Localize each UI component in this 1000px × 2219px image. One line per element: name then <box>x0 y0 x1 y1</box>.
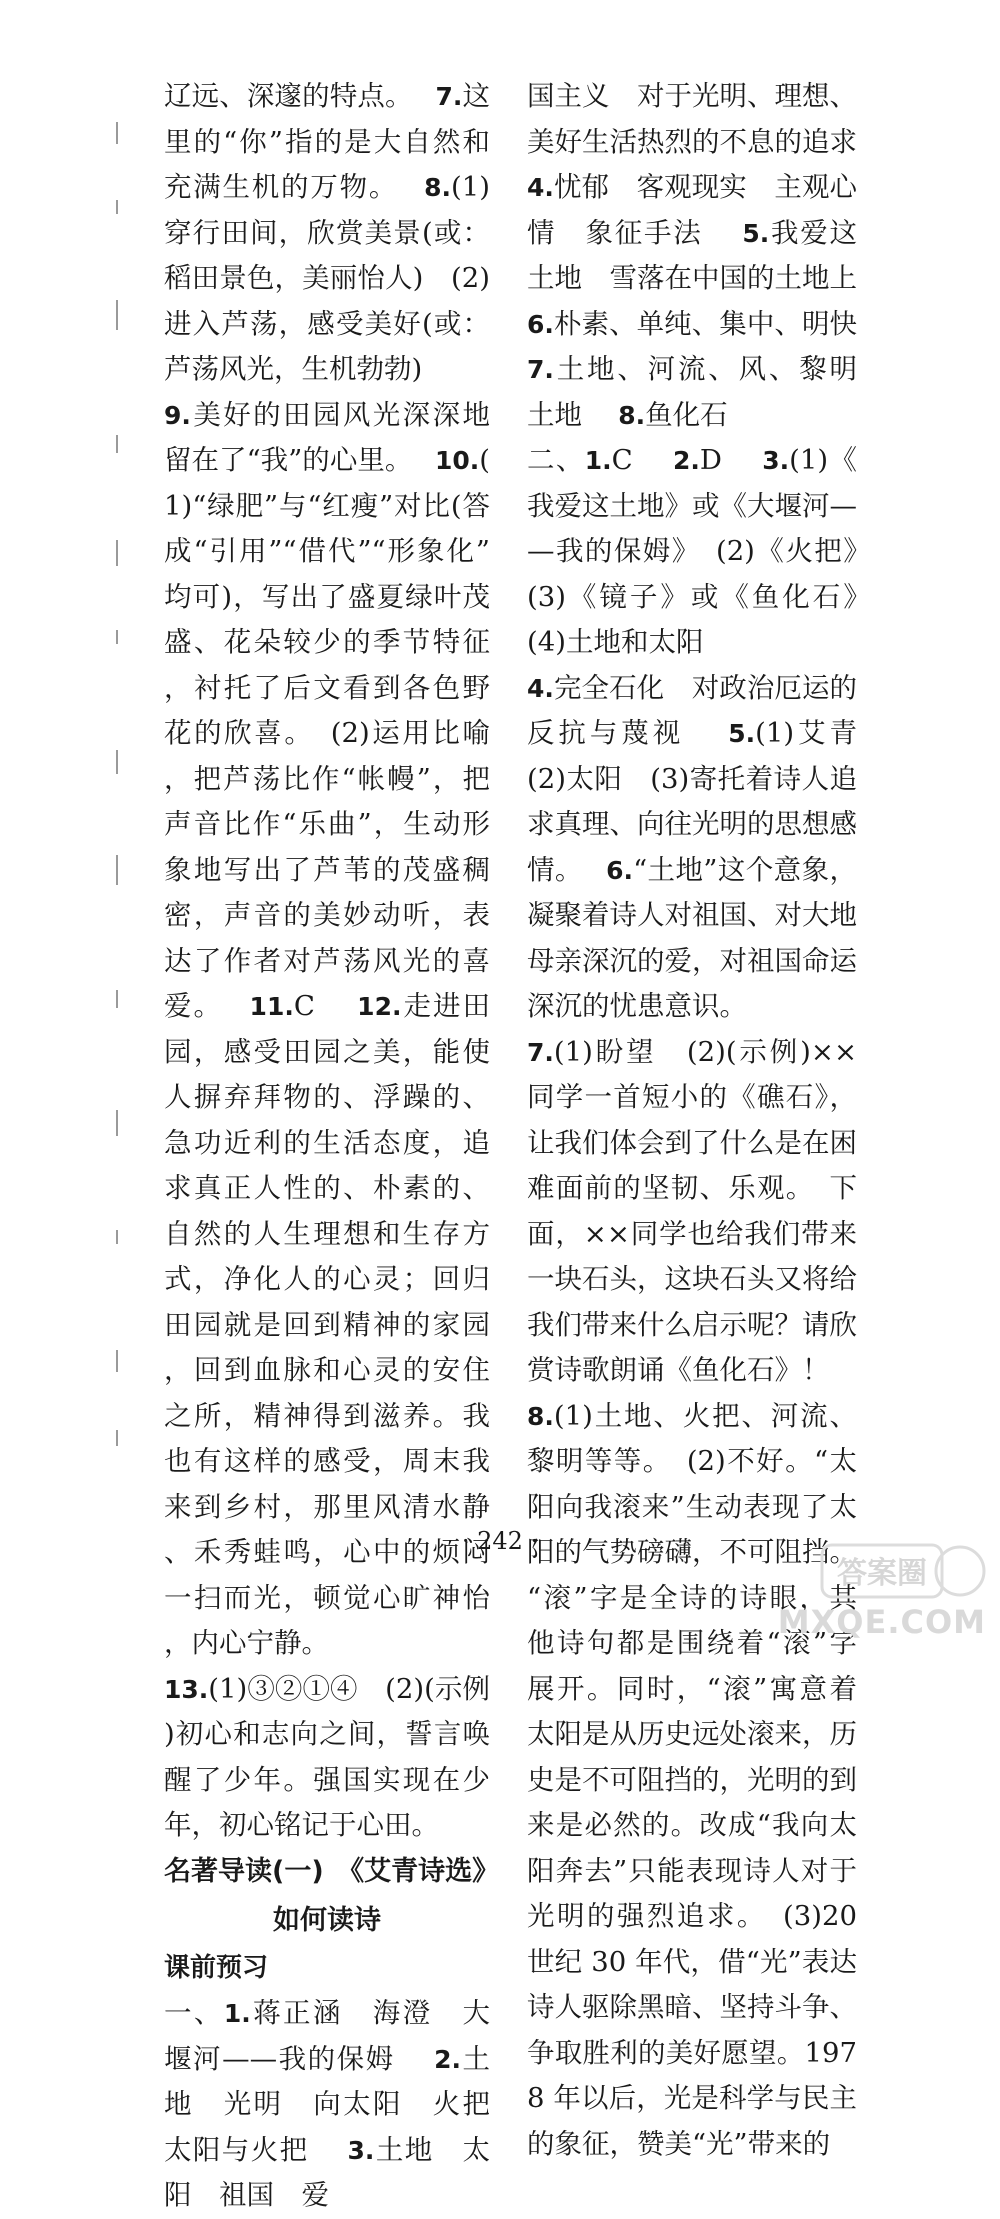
answer-paragraph <box>164 1991 518 2219</box>
section-heading: 名著导读(一) 《艾青诗选》 <box>164 1855 500 1887</box>
answer-text: 土地 太阳 祖国 爱 <box>164 2133 491 2211</box>
question-number: 7. <box>527 355 554 384</box>
answer-text: “土地”这个意象，凝聚着诗人对祖国、对大地母亲深沉的爱，对祖国命运深沉的忧患意识。 <box>527 853 857 1022</box>
answer-paragraph <box>164 74 490 393</box>
answer-paragraph <box>527 74 885 438</box>
answer-text: (1)穿行田间，欣赏美景(或：稻田景色，美丽怡人) (2)进入芦荡，感受美好(或：芦荡风光，生机勃勃) <box>164 171 491 385</box>
subsection-heading: 课前预习 <box>164 1952 269 1983</box>
question-number: 5. <box>728 719 756 748</box>
answer-paragraph <box>527 666 885 1030</box>
answer-text: (1)《我爱这土地》或《大堰河——我的保姆》 (2)《火把》 (3)《镜子》或《鱼化石》 (4)土地和太阳 <box>527 444 885 658</box>
page-number: · 242 · <box>461 1527 539 1555</box>
question-number: 5. <box>742 218 770 248</box>
question-number: 8. <box>618 400 646 430</box>
answer-text: (1)艾青 (2)太阳 (3)寄托着诗人追求真理、向往光明的思想感情。 <box>527 717 885 886</box>
part-prefix: 二、 <box>527 444 585 476</box>
question-number: 8. <box>527 1401 554 1431</box>
answer-text: 土地 光明 向太阳 火把 太阳与火把 <box>164 2042 518 2166</box>
question-number: 6. <box>527 309 554 339</box>
answer-text: 土地、河流、风、黎明 土地 <box>527 353 885 431</box>
question-number: 3. <box>762 446 790 475</box>
answer-text: 美好的田园风光深深地留在了“我”的心里。 <box>164 398 490 476</box>
answer-text: 蒋正涵 海澄 大堰河——我的保姆 <box>164 1997 491 2075</box>
answer-paragraph <box>164 393 490 1667</box>
question-number: 10. <box>434 446 480 475</box>
answer-paragraph <box>527 1394 857 2168</box>
question-number: 9. <box>164 400 191 430</box>
answer-text: 朴素、单纯、集中、明快 <box>553 307 857 340</box>
answer-text: 完全石化 对政治厄运的反抗与蔑视 <box>527 671 857 749</box>
answer-text: (1)土地、火把、河流、黎明等等。 (2)不好。“太阳向我滚来”生动表现了太阳的气势磅礴，不可阻挡。“滚”字是全诗的诗眼，其他诗句都是围绕着“滚”字展开。同时，“滚”寓意着太阳是从历史远处滚来，历史是不可阻挡的，光明的到来是必然的。改成“我向太阳奔去”只能表现诗人对于光明的强烈追求。 (3)20 世纪 30 年代，借“光”表达诗人驱除黑暗、坚持斗争、争取胜利的美好愿望。1978 年以后，光是科学与民主的象征，赞美“光”带来的 <box>527 1399 857 2160</box>
question-number: 1. <box>223 1999 251 2028</box>
question-number: 7. <box>435 82 463 111</box>
question-number: 2. <box>672 446 700 475</box>
answer-text: 这里的“你”指的是大自然和充满生机的万物。 <box>164 80 491 203</box>
answer-paragraph <box>527 438 885 666</box>
answer-text: D <box>699 444 722 476</box>
site-watermark <box>777 1531 1000 1651</box>
answer-text: C <box>293 990 315 1022</box>
question-number: 3. <box>347 2135 375 2165</box>
answer-text: C <box>611 444 633 476</box>
answer-text: 辽远、深邃的特点。 <box>164 80 399 112</box>
answer-paragraph <box>527 1030 857 1394</box>
answer-text: 鱼化石 <box>645 398 728 431</box>
answer-text: (1)“绿肥”与“红瘦”对比(答成“引用”“借代”“形象化”均可)，写出了盛夏绿叶茂盛、花朵较少的季节特征，衬托了后文看到各色野花的欣喜。 (2)运用比喻，把芦荡比作“帐幔”，把声音比作“乐曲”，生动形象地写出了芦苇的茂盛稠密，声音的美妙动听，表达了作者对芦荡风光的喜爱。 <box>164 444 490 1022</box>
part-prefix: 一、 <box>164 1997 224 2029</box>
answer-text: (1)盼望 (2)(示例)××同学一首短小的《礁石》，让我们体会到了什么是在困难面前的坚韧、乐观。 下面，××同学也给我们带来一块石头，这块石头又将给我们带来什么启示呢？请欣赏诗歌朗诵《鱼化石》！ <box>527 1035 857 1386</box>
question-number: 8. <box>424 173 452 202</box>
watermark-logo <box>820 1539 988 1603</box>
question-number: 4. <box>527 173 554 202</box>
answer-text: 走进田园，感受田园之美，能使人摒弃拜物的、浮躁的、急功近利的生活态度，追求真正人性的、朴素的、自然的人生理想和生存方式，净化人的心灵；回归田园就是回到精神的家园，回到血脉和心灵的安住之所，精神得到滋养。我也有这样的感受，周末我来到乡村，那里风清水静、禾秀蛙鸣，心中的烦闷一扫而光，顿觉心旷神怡，内心宁静。 <box>164 990 491 1659</box>
question-number: 12. <box>357 992 402 1021</box>
binding-marks <box>108 110 128 1530</box>
answer-text: 忧郁 客观现实 主观心情 象征手法 <box>527 171 857 249</box>
question-number: 11. <box>249 992 294 1021</box>
watermark-logo-text: 答案圈 <box>837 1556 927 1591</box>
question-number: 13. <box>164 1674 209 1704</box>
answer-text: (1)③②①④ (2)(示例)初心和志向之间，誓言唤醒了少年。强国实现在少年，初心铭记于心田。 <box>164 1672 490 1841</box>
answer-text: 国主义 对于光明、理想、美好生活热烈的不息的追求 <box>527 80 857 158</box>
answer-text: 我爱这土地 雪落在中国的土地上 <box>527 216 858 294</box>
question-number: 7. <box>527 1037 554 1067</box>
answer-paragraph <box>164 1667 490 1849</box>
question-number: 1. <box>584 446 612 475</box>
question-number: 4. <box>527 673 554 703</box>
question-number: 6. <box>606 855 634 885</box>
section-subtitle: 如何读诗 <box>273 1905 381 1936</box>
question-number: 2. <box>434 2044 461 2074</box>
watermark-site: MXQE.COM <box>777 1603 986 1641</box>
